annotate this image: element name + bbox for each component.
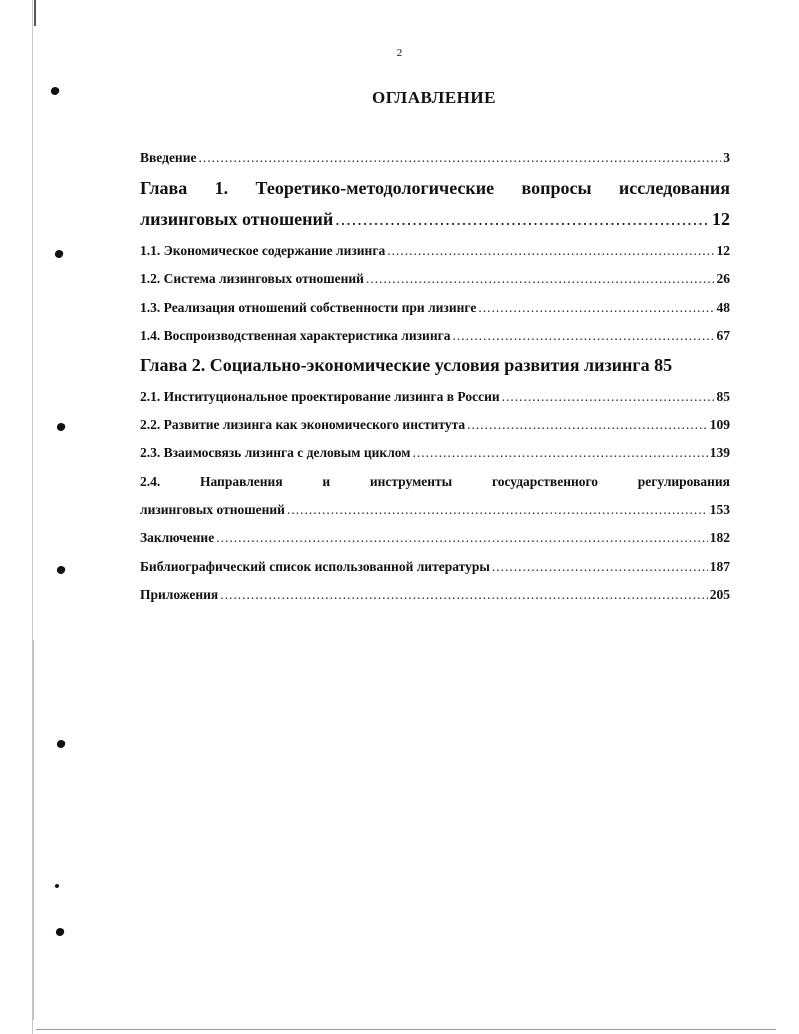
toc-leader-dots xyxy=(478,300,714,316)
page-number: 2 xyxy=(396,47,403,59)
toc-leader-dots xyxy=(216,530,708,546)
toc-entry-page: 205 xyxy=(709,587,730,602)
toc-entry-page: 85 xyxy=(716,389,730,404)
toc-entry-label: 2.1. Институциональное проектирование лизинга в России xyxy=(140,389,500,404)
toc-leader-dots xyxy=(335,209,710,230)
toc-entry-2-3[interactable] xyxy=(140,445,730,461)
toc-entry-page: 67 xyxy=(716,328,730,343)
toc-leader-dots xyxy=(492,559,708,575)
toc-entry-label: лизинговых отношений xyxy=(140,502,285,517)
toc-entry-2-1[interactable] xyxy=(140,389,730,405)
binder-hole-mark xyxy=(54,249,64,259)
toc-chapter-2[interactable] xyxy=(140,355,730,376)
toc-entry-appendix[interactable] xyxy=(140,587,730,603)
toc-entry-conclusion[interactable] xyxy=(140,530,730,546)
toc-leader-dots xyxy=(366,271,715,287)
toc-entry-label: лизинговых отношений xyxy=(140,209,334,229)
toc-entry-label: Заключение xyxy=(140,530,215,545)
toc-entry-bibliography[interactable] xyxy=(140,559,730,575)
toc-leader-dots xyxy=(467,417,708,433)
toc-entry-page: 12 xyxy=(716,243,730,258)
toc-entry-label: 1.1. Экономическое содержание лизинга xyxy=(140,243,386,258)
toc-title: ОГЛАВЛЕНИЕ xyxy=(372,88,496,107)
toc-entry-page: 182 xyxy=(709,530,730,545)
page-bottom-edge xyxy=(36,1029,776,1030)
toc-entry-intro[interactable] xyxy=(140,150,730,166)
toc-entry-page: 109 xyxy=(709,417,730,432)
toc-entry-1-2[interactable] xyxy=(140,271,730,287)
toc-leader-dots xyxy=(412,445,707,461)
toc-chapter-1[interactable] xyxy=(140,209,730,230)
binder-hole-mark xyxy=(56,422,66,432)
toc-leader-dots xyxy=(198,150,721,166)
toc-entry-1-4[interactable] xyxy=(140,328,730,344)
binder-hole-mark xyxy=(56,565,66,575)
toc-entry-label: Глава 2. Социально-экономические условия развития лизинга 85 xyxy=(140,355,673,375)
toc-entry-page: 187 xyxy=(709,559,730,574)
toc-entry-page: 153 xyxy=(709,502,730,517)
toc-entry-page: 26 xyxy=(716,271,730,286)
toc-entry-label: Введение xyxy=(140,150,197,165)
binder-hole-mark xyxy=(55,927,65,937)
toc-entry-2-4[interactable] xyxy=(140,502,730,518)
toc-entry-page: 3 xyxy=(723,150,730,165)
toc-entry-label: 1.2. Система лизинговых отношений xyxy=(140,271,364,286)
toc-leader-dots xyxy=(502,389,715,405)
binder-hole-mark xyxy=(54,883,59,888)
toc-leader-dots xyxy=(387,243,714,259)
binder-hole-mark xyxy=(56,739,66,749)
binder-margin-mark xyxy=(34,0,36,26)
toc-entry-2-4-line-1[interactable]: 2.4. Направления и инструменты государственного регулирования xyxy=(140,474,730,489)
toc-entry-label: 1.3. Реализация отношений собственности при лизинге xyxy=(140,300,477,315)
toc-entry-1-1[interactable] xyxy=(140,243,730,259)
toc-entry-page: 139 xyxy=(709,445,730,460)
toc-entry-label: 2.2. Развитие лизинга как экономического института xyxy=(140,417,466,432)
toc-chapter-1-line-1[interactable]: Глава 1. Теоретико-методологические вопросы исследования xyxy=(140,178,730,198)
toc-leader-dots xyxy=(220,587,708,603)
toc-entry-label: 1.4. Воспроизводственная характеристика лизинга xyxy=(140,328,451,343)
toc-entry-1-3[interactable] xyxy=(140,300,730,316)
toc-entry-page: 48 xyxy=(716,300,730,315)
toc-leader-dots xyxy=(452,328,714,344)
toc-entry-2-2[interactable] xyxy=(140,417,730,433)
toc-entry-page: 12 xyxy=(712,209,730,229)
toc-entry-label: Приложения xyxy=(140,587,219,602)
toc-entry-label: 2.3. Взаимосвязь лизинга с деловым циклом xyxy=(140,445,411,460)
binder-margin-line-lower xyxy=(33,640,34,1020)
toc-entry-label: Библиографический список использованной литературы xyxy=(140,559,490,574)
toc-leader-dots xyxy=(287,502,708,518)
